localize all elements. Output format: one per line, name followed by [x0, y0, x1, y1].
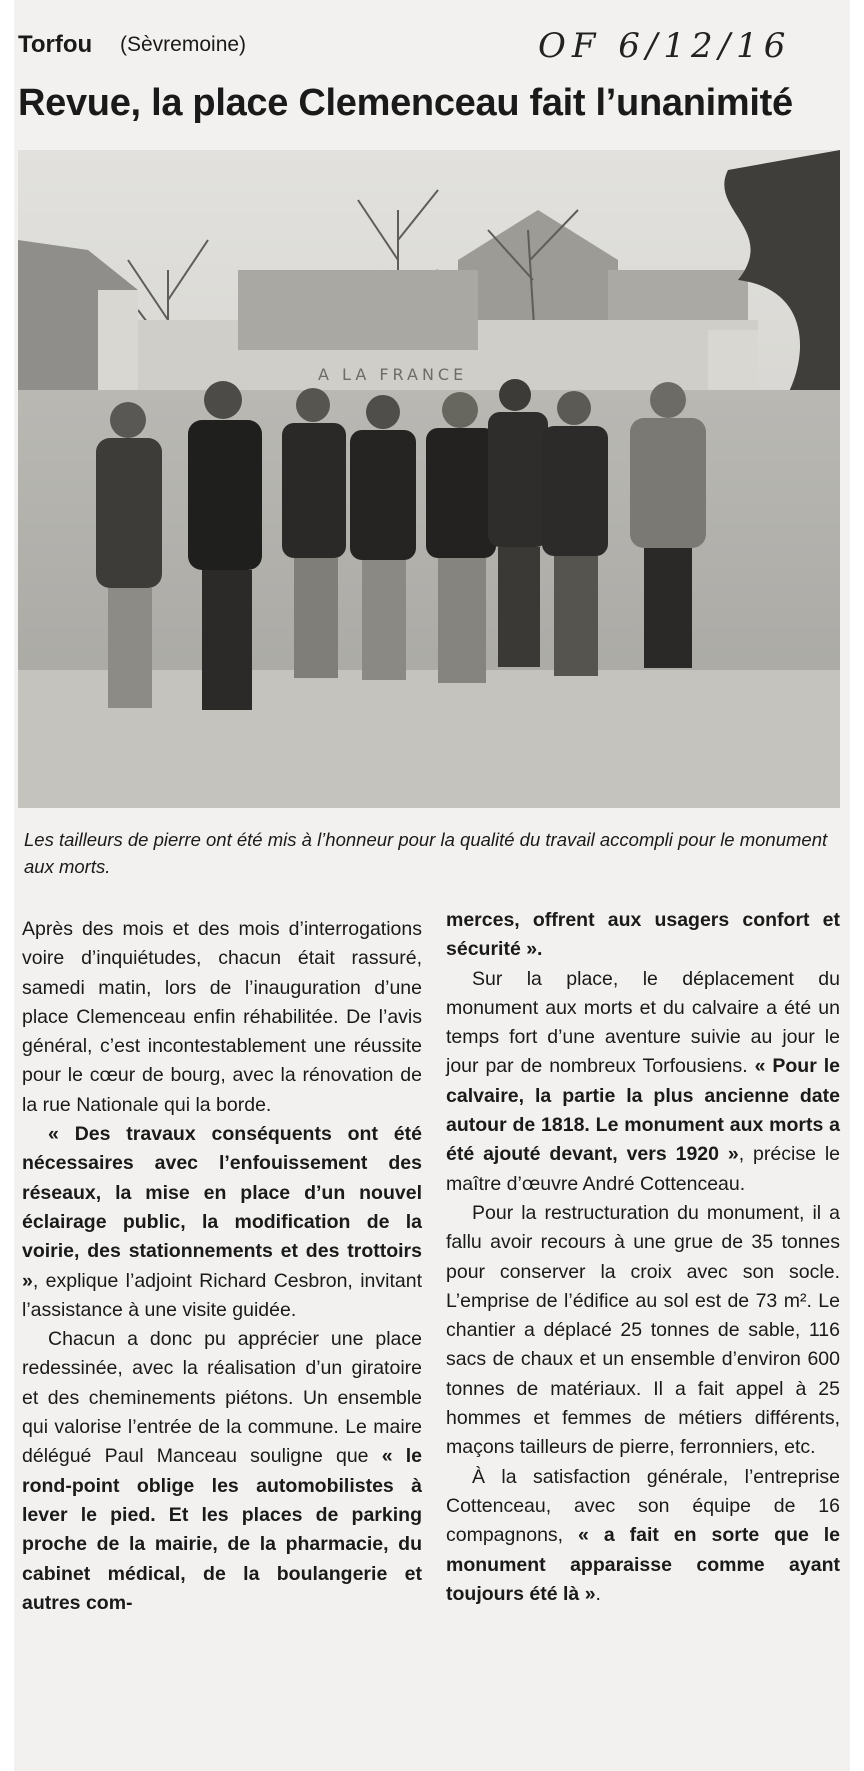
paragraph-3-continued	[446, 906, 840, 965]
paragraph-4	[446, 965, 840, 1199]
monument-inscription: A LA FRANCE	[318, 365, 468, 384]
region-name: (Sèvremoine)	[120, 33, 247, 56]
article-header	[18, 26, 838, 66]
intro-entreprise: À la satisfaction générale, l’entreprise Cottenceau, avec son équipe de 16 compagnons,	[446, 1465, 840, 1547]
handwritten-date-reference: OF 6/12/16	[538, 26, 792, 66]
photo-caption: Les tailleurs de pierre ont été mis à l’honneur pour la qualité du travail accompli pour le monument aux morts.	[24, 829, 828, 877]
paragraph-6-end: .	[595, 1582, 601, 1605]
intro-manceau: Chacun a donc pu apprécier une place redessinée, avec la réalisation d’un giratoire et des cheminements piétons. Un ensemble qui valorise l’entrée de la commune. Le maire délégué Paul Manceau souligne que	[22, 1328, 422, 1468]
headline: Revue, la place Clemenceau fait l’unanimité	[18, 82, 793, 124]
article-column-right	[446, 906, 840, 1609]
article-column-left	[22, 915, 422, 1618]
monument-statue	[238, 270, 478, 350]
paragraph-2	[22, 1120, 422, 1325]
town-name: Torfou	[18, 31, 93, 58]
paragraph-1: Après des mois et des mois d’interrogations voire d’inquiétudes, chacun était rassuré, samedi matin, lors de l’inauguration d’une place Clemenceau enfin réhabilitée. De l’avis général, c’est incontestablement une réussite pour le cœur de bourg, avec la rénovation de la rue Nationale qui la borde.	[22, 918, 422, 1116]
paragraph-3	[22, 1325, 422, 1618]
attribution-cottenceau: , précise le maître d’œuvre André Cottenceau.	[446, 1143, 840, 1195]
quote-entreprise: « a fait en sorte que le monument apparaisse comme ayant toujours été là »	[446, 1524, 840, 1605]
attribution-cesbron: , explique l’adjoint Richard Cesbron, invitant l’assistance à une visite guidée.	[22, 1269, 422, 1321]
quote-cesbron: « Des travaux conséquents ont été nécessaires avec l’enfouissement des réseaux, la mise en place d’un nouvel éclairage public, la modification de la voirie, des stationnements et des trottoirs »	[22, 1123, 422, 1292]
paragraph-6	[446, 1463, 840, 1609]
intro-monument: Sur la place, le déplacement du monument aux morts et du calvaire a été un temps fort d’une aventure suivie au jour le jour par de nombreux Torfousiens.	[446, 967, 840, 1078]
quote-manceau: « le rond-point oblige les automobilistes à lever le pied. Et les places de parking proche de la mairie, de la pharmacie, du cabinet médical, de la boulangerie et autres com-	[22, 1445, 422, 1614]
paragraph-5: Pour la restructuration du monument, il a fallu avoir recours à une grue de 35 tonnes pour conserver la croix avec son socle. L’emprise de l’édifice au sol est de 73 m². Le chantier a déplacé 25 tonnes de sable, 116 sacs de chaux et un ensemble d’environ 600 tonnes de matériaux. Il a fait appel à 25 hommes et femmes de métiers différents, maçons tailleurs de pierre, ferronniers, etc.	[446, 1201, 840, 1459]
quote-manceau-end: merces, offrent aux usagers confort et sécurité ».	[446, 909, 840, 961]
article-photo	[18, 150, 840, 808]
quote-cottenceau: « Pour le calvaire, la partie la plus ancienne date autour de 1818. Le monument aux morts a été ajouté devant, vers 1920 »	[446, 1055, 840, 1166]
